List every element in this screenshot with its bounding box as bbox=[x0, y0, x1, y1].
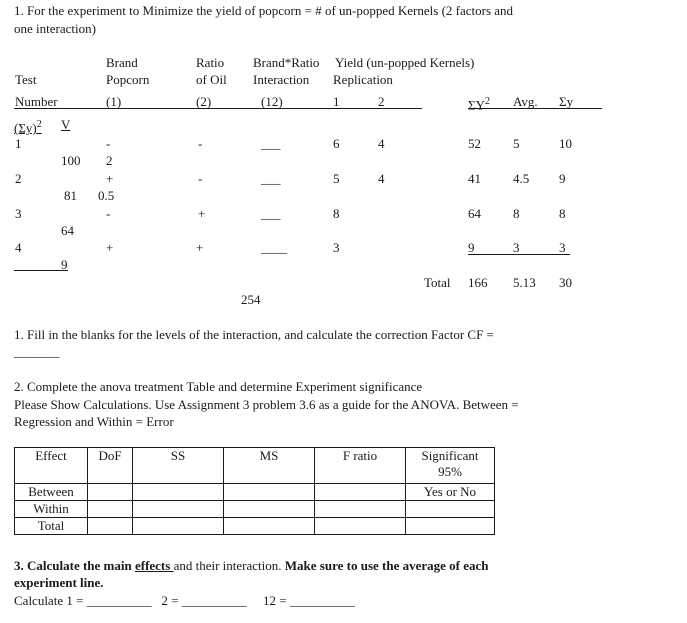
anova-table bbox=[14, 447, 495, 535]
row-2-avg: 4.5 bbox=[513, 171, 530, 186]
q2-line-1: 2. Complete the anova treatment Table and determine Experiment significance bbox=[14, 379, 423, 394]
anova-cell[interactable] bbox=[406, 501, 495, 518]
row-2-wrap-sq: 81 bbox=[64, 188, 77, 203]
anova-cell[interactable] bbox=[224, 501, 315, 518]
anova-effect-total: Total bbox=[15, 518, 88, 535]
row-1-wrap-v: 2 bbox=[106, 153, 113, 168]
header-rep-1: 1 bbox=[333, 94, 340, 109]
header-sum-sq-exp: 2 bbox=[484, 96, 490, 107]
header-wrap-sum-label: (Σy) bbox=[14, 120, 37, 136]
anova-header-significant-1: Significant bbox=[421, 448, 479, 463]
header-right-underline bbox=[468, 108, 602, 109]
q2-line-2: Please Show Calculations. Use Assignment 3 problem 3.6 as a guide for the ANOVA. Between = bbox=[14, 397, 519, 412]
header-wrap-sum bbox=[14, 117, 42, 136]
row-2-sum-sq: 41 bbox=[468, 171, 481, 186]
row-3-ratio: + bbox=[198, 206, 206, 221]
row-1-sum-sq: 52 bbox=[468, 136, 481, 151]
row-3-sum-y: 8 bbox=[559, 206, 566, 221]
anova-header-dof: DoF bbox=[88, 448, 133, 484]
header-brand-2: Popcorn bbox=[106, 72, 150, 87]
total-wrap: 254 bbox=[241, 292, 261, 307]
row-1-brand: - bbox=[106, 136, 111, 151]
header-avg: Avg. bbox=[513, 94, 538, 109]
question-line-1: 1. For the experiment to Minimize the yield of popcorn = # of un-popped Kernels (2 factors and bbox=[14, 3, 514, 18]
row-4-brand: + bbox=[106, 240, 114, 255]
header-wrap-sum-exp: 2 bbox=[36, 119, 42, 130]
row-4-underline bbox=[468, 254, 570, 255]
anova-cell[interactable] bbox=[88, 501, 133, 518]
question-line-2: one interaction) bbox=[14, 21, 96, 36]
anova-cell[interactable] bbox=[315, 501, 406, 518]
anova-header-ms: MS bbox=[224, 448, 315, 484]
q3-normal: and their interaction. bbox=[173, 558, 285, 573]
q3-line-2: experiment line. bbox=[14, 575, 104, 590]
row-3-avg: 8 bbox=[513, 206, 520, 221]
header-yield-1: Yield (un-popped Kernels) bbox=[335, 55, 475, 70]
anova-cell[interactable] bbox=[88, 518, 133, 535]
row-1-avg: 5 bbox=[513, 136, 520, 151]
row-2-ratio: - bbox=[198, 171, 203, 186]
header-ratio-1: Ratio bbox=[196, 55, 225, 70]
header-interaction-2: Interaction bbox=[253, 72, 310, 87]
header-rep-2: 2 bbox=[378, 94, 385, 109]
row-2-brand: + bbox=[106, 171, 114, 186]
row-3-interaction-blank: ___ bbox=[261, 206, 281, 221]
header-ratio-2: of Oil bbox=[196, 72, 227, 87]
row-4-rep-1: 3 bbox=[333, 240, 340, 255]
row-3-number: 3 bbox=[15, 206, 22, 221]
anova-between-significant[interactable]: Yes or No bbox=[406, 484, 495, 501]
anova-row-within bbox=[15, 501, 495, 518]
row-1-ratio: - bbox=[198, 136, 203, 151]
total-sum-sq: 166 bbox=[468, 275, 488, 290]
header-sum-sq-label: ΣY bbox=[468, 97, 485, 113]
q3-bold-c: Make sure to use the average of each bbox=[284, 558, 489, 573]
header-brand-1: Brand bbox=[106, 55, 138, 70]
row-2-rep-2: 4 bbox=[378, 171, 385, 186]
anova-effect-within: Within bbox=[15, 501, 88, 518]
row-1-sum-y: 10 bbox=[559, 136, 572, 151]
anova-cell[interactable] bbox=[133, 518, 224, 535]
header-test-2: Number bbox=[15, 94, 58, 109]
row-4-wrap-underline bbox=[14, 270, 68, 271]
anova-header-ss: SS bbox=[133, 448, 224, 484]
q1-text: 1. Fill in the blanks for the levels of the interaction, and calculate the correction Factor CF = bbox=[14, 327, 494, 342]
total-sum-y: 30 bbox=[559, 275, 572, 290]
total-label: Total bbox=[424, 275, 451, 290]
row-3-wrap-sq: 64 bbox=[61, 223, 74, 238]
header-col-1: (1) bbox=[106, 94, 122, 109]
row-4-number: 4 bbox=[15, 240, 22, 255]
anova-cell[interactable] bbox=[133, 501, 224, 518]
anova-header-f-ratio: F ratio bbox=[315, 448, 406, 484]
q3-bold-effects: effects bbox=[134, 558, 174, 573]
row-4-interaction-blank: ____ bbox=[261, 240, 287, 255]
row-3-rep-1: 8 bbox=[333, 206, 340, 221]
row-1-interaction-blank: ___ bbox=[261, 136, 281, 151]
header-yield-2: Replication bbox=[333, 72, 393, 87]
row-1-rep-2: 4 bbox=[378, 136, 385, 151]
anova-cell[interactable] bbox=[224, 484, 315, 501]
anova-header-effect: Effect bbox=[15, 448, 88, 484]
anova-cell[interactable] bbox=[315, 518, 406, 535]
anova-cell[interactable] bbox=[88, 484, 133, 501]
total-avg: 5.13 bbox=[513, 275, 536, 290]
header-interaction-1: Brand*Ratio bbox=[253, 55, 320, 70]
q2-line-3: Regression and Within = Error bbox=[14, 414, 174, 429]
anova-header-significant-2: 95% bbox=[438, 464, 462, 479]
header-sum-y: Σy bbox=[559, 94, 574, 109]
q1-blank[interactable]: _______ bbox=[14, 344, 60, 359]
anova-effect-between: Between bbox=[15, 484, 88, 501]
row-2-wrap-v: 0.5 bbox=[98, 188, 115, 203]
anova-header-significant bbox=[406, 448, 495, 484]
row-2-rep-1: 5 bbox=[333, 171, 340, 186]
header-wrap-v: V bbox=[61, 117, 71, 132]
row-1-number: 1 bbox=[15, 136, 22, 151]
row-2-sum-y: 9 bbox=[559, 171, 566, 186]
anova-cell[interactable] bbox=[133, 484, 224, 501]
row-4-avg: 3 bbox=[513, 240, 520, 255]
header-col-12: (12) bbox=[261, 94, 283, 109]
row-3-brand: - bbox=[106, 206, 111, 221]
q3-line-1 bbox=[14, 558, 489, 574]
row-4-sum-sq: 9 bbox=[468, 240, 475, 255]
q3-calculate-blanks[interactable]: Calculate 1 = __________ 2 = __________ 12 = __________ bbox=[14, 593, 355, 608]
anova-cell[interactable] bbox=[224, 518, 315, 535]
header-test-1: Test bbox=[15, 72, 37, 87]
anova-row-total bbox=[15, 518, 495, 535]
row-2-number: 2 bbox=[15, 171, 22, 186]
q3-bold-a: 3. Calculate the main bbox=[14, 558, 135, 573]
row-4-ratio: + bbox=[196, 240, 204, 255]
header-underline bbox=[14, 108, 422, 109]
row-4-sum-y: 3 bbox=[559, 240, 566, 255]
anova-row-between bbox=[15, 484, 495, 501]
header-sum-sq bbox=[468, 94, 490, 113]
row-1-wrap-sq: 100 bbox=[61, 153, 81, 168]
anova-cell[interactable] bbox=[315, 484, 406, 501]
row-4-wrap-sq: 9 bbox=[61, 257, 68, 272]
header-col-2: (2) bbox=[196, 94, 212, 109]
row-1-rep-1: 6 bbox=[333, 136, 340, 151]
row-3-sum-sq: 64 bbox=[468, 206, 481, 221]
anova-cell[interactable] bbox=[406, 518, 495, 535]
anova-header-row bbox=[15, 448, 495, 484]
row-2-interaction-blank: ___ bbox=[261, 171, 281, 186]
